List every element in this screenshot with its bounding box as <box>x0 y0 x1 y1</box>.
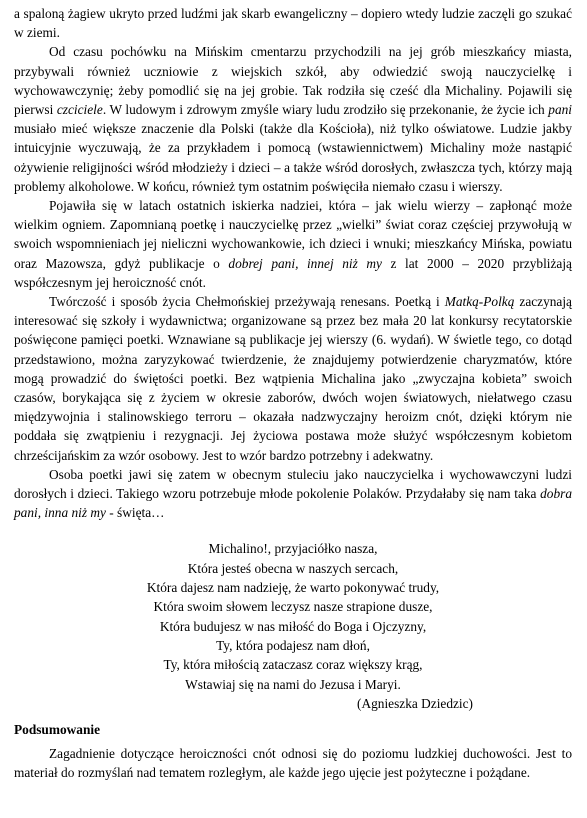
text-run: zaczynają interesować się szkoły i wydawnictwa; organizowane są przez bez mała 20 lat konkursy recytatorskie poświęcone pamięci poetki. Wznawiane są publikacje jej wierszy (6. wydań). W świetle tego, co dotąd przedstawiono, można zaryzykować twierdzenie, że znajdujemy potwierdzenie charyzmatów, które mogą prowadzić do świętości poetki. Bez wątpienia Michalina jako „zwyczajna kobieta” swoich czasów, borykająca się z życiem w okresie zaborów, dwóch wojen światowych, niełatwego czasu międzywojnia i stalinowskiego terroru – okazała nadzwyczajny heroizm cnót, dzięki którym nie poddała się zwątpieniu i rezygnacji. Jej życiowa postawa może służyć współczesnym kobietom chrześcijańskim za wzór osobowy. Jest to wzór bardzo potrzebny i adekwatny. <box>14 294 572 463</box>
text-run: Od czasu pochówku na Mińskim cmentarzu przychodzili na jej grób mieszkańcy miasta, przybywali również uczniowie z wiejskich szkół, aby odwiedzić swoją nauczycielkę i wychowawczynię; żeby pomodlić się na jej grobie. Tak rodziła się cześć dla Michaliny. Pojawili się pierwsi <box>14 44 572 118</box>
paragraph-hope <box>14 196 572 292</box>
poem-line: Ty, która miłością zataczasz coraz większy krąg, <box>163 657 423 673</box>
section-heading-summary: Podsumowanie <box>14 722 101 738</box>
poem-line: Ty, która podajesz nam dłoń, <box>216 637 370 653</box>
poem-line: Która swoim słowem leczysz nasze strapione dusze, <box>153 599 433 615</box>
paragraph-grave-visits <box>14 42 572 196</box>
text-run: Osoba poetki jawi się zatem w obecnym stuleciu jako nauczycielka i wychowawczyni ludzi dorosłych i dzieci. Takiego wzoru potrzebuje młode pokolenie Polaków. Przydałaby się nam taka <box>14 466 572 502</box>
text-run: musiało mieć większe znaczenie dla Polski (także dla Kościoła), niż tylko oświatowe. Ludzie jakby intuicyjnie wyczuwają, że za przykładem i pomocą (wstawiennictwem) Michaliny może nastąpić ożywienie religijności wśród młodzieży i dzieci – a także wśród dorosłych, zwłaszcza tych, którzy mają problemy alkoholowe. W końcu, również tym ostatnim poświęciła niemało czasu i wierszy. <box>14 121 572 194</box>
poem-line: Która jesteś obecna w naszych sercach, <box>187 560 399 576</box>
text-run: - święta… <box>105 505 165 521</box>
paragraph-renaissance <box>14 292 572 465</box>
paragraph-intro: a spaloną żagiew ukryto przed ludźmi jak skarb ewangeliczny – dopiero wtedy ludzie zaczęli go szukać w ziemi. <box>14 6 572 41</box>
text-run: z lat 2000 – 2020 przybliżają współczesnym jej heroiczność cnót. <box>14 255 572 290</box>
italic-run: pani <box>548 102 572 118</box>
text-run: Pojawiła się w latach ostatnich iskierka nadziei, która – jak wielu wierzy – zapłonąć może wielkim ogniem. Zapomnianą poetkę i nauczycielkę przez „wielki” świat coraz częściej przywołują w swoich wspomnieniach jej nieliczni wychowankowie, ich dzieci i wnuki; mieszkańcy Mińska, powiatu oraz Mazowsza, gdyż publikacje o <box>14 198 572 271</box>
poem-author: (Agnieszka Dziedzic) <box>357 695 473 711</box>
paragraph-summary: Zagadnienie dotyczące heroiczności cnót odnosi się do poziomu ludzkiej duchowości. Jest to materiał do rozmyślań nad tematem rozległym, ale każde jego ujęcie jest pożyteczne i pożądane. <box>14 746 572 781</box>
paragraph-teacher <box>14 465 572 523</box>
poem <box>14 539 572 713</box>
poem-line: Wstawiaj się na nami do Jezusa i Maryi. <box>185 676 401 692</box>
italic-run: dobrej pani, innej niż my <box>228 255 382 271</box>
text-run: Twórczość i sposób życia Chełmońskiej przeżywają renesans. Poetką i <box>49 294 445 310</box>
poem-line: Michalino!, przyjaciółko nasza, <box>208 541 378 557</box>
italic-run: dobra pani, inna niż my <box>14 486 572 521</box>
italic-run: Matką-Polką <box>444 294 515 310</box>
poem-line: Która budujesz w nas miłość do Boga i Ojczyzny, <box>159 618 427 634</box>
italic-run: czciciele <box>56 102 103 118</box>
text-run: . W ludowym i zdrowym zmyśle wiary ludu zrodziło się przekonanie, że życie ich <box>102 102 549 118</box>
poem-line: Która dajesz nam nadzieję, że warto pokonywać trudy, <box>146 580 440 596</box>
